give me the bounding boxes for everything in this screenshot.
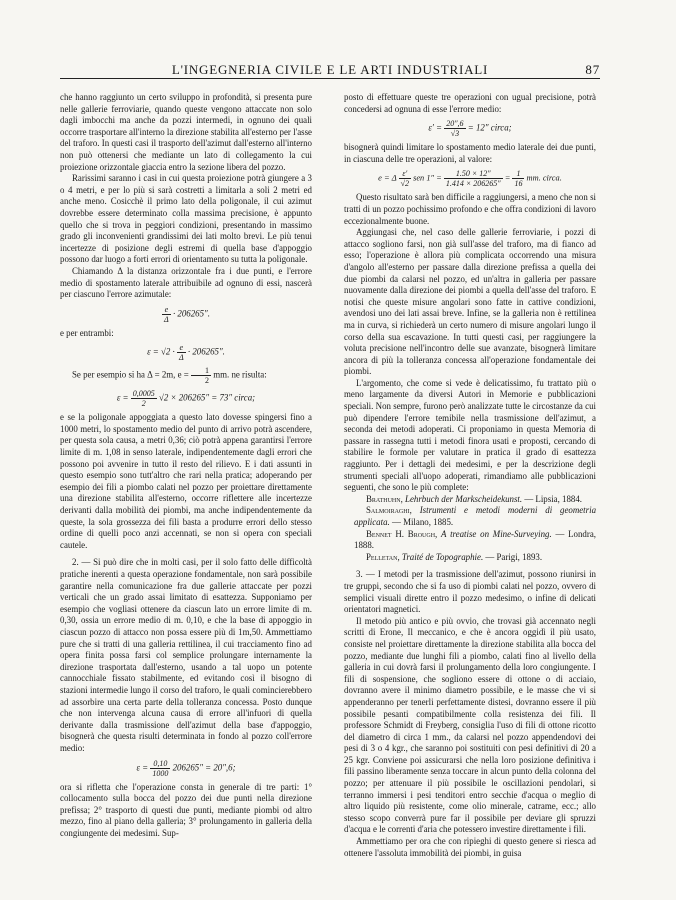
paragraph: e per entrambi:	[60, 327, 114, 338]
paragraph: Aggiungasi che, nel caso delle gallerie ferroviarie, i pozzi di attacco sogliono farsi, non già sull'asse del traforo, ma di fianco ad esso; l'operazione è allora più complicata occorrendo una misura d'angolo all'esterno per passare dalla direzione prefissa a quella dei due piombi da calarsi nel pozzo, ed un'altra in galleria per passare nuovamente dalla direzione dei piombi a quella dell'asse del traforo. E notisi che queste misure angolari sono fatte in cattive condizioni, avendosi uno dei lati assai breve. Infine, se la galleria non è rettilinea ma in curva, si richiederà un certo numero di misure angolari lungo il corso della sua escavazione. In tutti questi casi, per raggiungere la voluta precisione nell'incontro delle sue avanzate, bisognerà limitare ancora di più la tolleranza concessa all'operazione fondamentale dei piombi.	[344, 227, 596, 377]
bibliography-entry: Salmoiraghi, Istrumenti e metodi moderni di geometria applicata. — Milano, 1885.	[354, 505, 596, 527]
paragraph: ora si rifletta che l'operazione consta in generale di tre parti: 1° collocamento sulla bocca del pozzo dei due punti nella direzione prefissa; 2° trasporto di questi due punti, mediante piombi od altro mezzo, fino al piano della galleria; 3° prolungamento in galleria della congiungente dei medesimi. Sup-	[60, 781, 312, 838]
formula-azimuth-error: $\frac{e}{\Delta}$ · 206265″.	[164, 304, 210, 324]
bibliography	[344, 494, 596, 564]
paragraph: Rarissimi saranno i casi in cui questa proiezione potrà giungere a 3 o 4 metri, e per lo più si sarà costretti a limitarla a soli 2 metri ed anche meno. Cosicchè il primo lato della poligonale, il cui azimut dovrebbe essere determinato colla massima precisione, è appunto quello che si trova in peggiori condizioni, presentando in massimo grado gli inconvenienti grandissimi dei lati molto brevi. Le più tenui incertezze di posizione degli estremi di quella base d'appoggio possono dar luogo a forti errori di orientamento su tutta la poligonale.	[60, 173, 312, 265]
fraction: $\frac{1.50 \times 12''}{1.414 \times 206265''}$	[445, 169, 501, 189]
bibliography-entry: Bennet H. Brough, A treatise on Mine-Surveying. — Londra, 1888.	[354, 528, 596, 551]
paragraph: bisognerà quindi limitare lo spostamento medio laterale dei due punti, in ciascuna delle tre operazioni, al valore:	[344, 142, 596, 164]
paragraph: Questo risultato sarà ben difficile a raggiungersi, a meno che non si tratti di un pozzo pochissimo profondo e che offra condizioni di lavoro eccezionalmente buone.	[344, 192, 596, 226]
formula-both-points: ε = √2 · $\frac{e}{\Delta}$ · 206265″.	[147, 343, 225, 363]
formula-lateral-shift: e = Δ $\frac{\varepsilon'}{√2}$ sen 1″ = $\frac{1.50 \times 12''}{1.414 \times 206265''}$ = $\frac{1}{16}$ mm. circa.	[378, 169, 562, 189]
page-number: 87	[585, 62, 600, 77]
paragraph: posto di effettuare queste tre operazioni con ugual precisione, potrà concedersi ad ognuna di esse l'errore medio:	[344, 92, 596, 114]
fraction: $\frac{\varepsilon'}{√2}$	[400, 169, 409, 189]
fraction: $\frac{e}{\Delta}$	[164, 304, 169, 324]
formula-medium-error: ε = $\frac{0,10}{1000}$ 206265″ = 20″,6;	[136, 758, 236, 778]
bibliography-entry: Pelletan, Traité de Topographie. — Parigi, 1893.	[366, 551, 543, 562]
fraction: $\frac{1}{16}$	[514, 169, 523, 189]
paragraph: Il metodo più antico e più ovvio, che trovasi già accennato negli scritti di Erone, Il meccanico, e che è ancora oggidì il più usato, consiste nel proiettare direttamente la direzione stabilita alla bocca del pozzo, mediante due lunghi fili a piombo, calati fino al livello della galleria in cui dovrà farsi il prolungamento della loro congiungente. I fili di sospensione, che sogliono essere di ottone o di acciaio, dovranno avere il minimo diametro possibile, e le masse che vi si appenderanno per tenerli perfettamente distesi, dovranno essere il più possibile pesanti compatibilmente colla resistenza dei fili. Il professore Schmidt di Freyberg, consiglia l'uso di fili di ottone ricotto del diametro di circa 1 mm., da calarsi nel pozzo appendendovi dei pesi di 3 o 4 kgr., che saranno poi sostituiti con pesi definitivi di 20 a 25 kgr. Conviene poi assicurarsi che nella loro posizione definitiva i fili passino liberamente senza toccare in alcun punto della colonna del pozzo; per attenuare il più possibile le oscillazioni pendolari, si terranno immersi i pesi tenditori entro secchie d'acqua o meglio di altro liquido più resistente, come olio minerale, catrame, ecc.; allo stesso scopo converrà pure far il possibile per deviare gli spruzzi d'acqua e le correnti d'aria che potessero investire direttamente i fili.	[344, 615, 596, 835]
journal-title: L'INGEGNERIA CIVILE E LE ARTI INDUSTRIALI	[171, 62, 489, 77]
right-column	[344, 92, 596, 892]
paragraph: che hanno raggiunto un certo sviluppo in profondità, si presenta pure nelle gallerie ferroviarie, quando queste vengono attaccate non solo dagli imbocchi ma anche da pozzi intermedi, in ognuno dei quali occorre trasportare all'interno la direzione stabilita all'esterno per l'asse del traforo. In questi casi il trasporto dell'azimut dall'esterno all'interno non può ottenersi che mediante un lato di collegamento la cui proiezione orizzontale giaccia entro la sezione libera del pozzo.	[60, 92, 312, 172]
fraction: $\frac{0,0005}{2}$	[132, 389, 155, 409]
formula-example: ε = $\frac{0,0005}{2}$ √2 × 206265″ = 73″ circa;	[116, 389, 256, 409]
formula-operation-error: ε′ = $\frac{20'',6}{√3}$ = 12″ circa;	[428, 119, 512, 139]
paragraph: Ammettiamo per ora che con ripieghi di questo genere si riesca ad ottenere l'assoluta immobilità dei piombi, in guisa	[344, 836, 596, 858]
fraction: $\frac{1}{2}$	[191, 366, 211, 385]
paragraph: Chiamando Δ la distanza orizzontale fra i due punti, e l'errore medio di spostamento laterale attribuibile ad ognuno di essi, nascerà per ciascuno l'errore azimutale:	[60, 265, 312, 300]
section-3-paragraph: 3. — I metodi per la trasmissione dell'azimut, possono riunirsi in tre gruppi, secondo che si fa uso di piombi calati nel pozzo, ovvero di semplici visuali dirette entro il pozzo medesimo, o infine di delicati orientatori magnetici.	[344, 569, 596, 615]
paragraph: e se la poligonale appoggiata a questo lato dovesse spingersi fino a 1000 metri, lo spostamento medio del punto di arrivo potrà ascendere, per questa sola causa, a metri 0,36; ciò potrà appena garantirsi l'errore limite di m. 1,08 in senso laterale, indipendentemente dagli errori che possono poi avvenire in tutto il resto del rilievo. E i dati assunti in questo esempio sono tutt'altro che rari nella pratica; adoperando per esempio dei fili a piombo calati nel pozzo per proiettare direttamente una direzione stabilita all'esterno, occorre riflettere alle incertezze derivanti dalla mobilità dei piombi, ma anche indipendentemente da queste, la sola grossezza dei fili basta a produrre errori dello stesso ordine di quelli poco anzi accennati, se non si opera con speciali cautele.	[60, 412, 312, 550]
page-header	[60, 62, 600, 79]
paragraph: L'argomento, che come si vede è delicatissimo, fu trattato più o meno largamente da diversi Autori in Memorie e pubblicazioni speciali. Non sempre, furono però analizzate tutte le circostanze da cui può dipendere l'errore temibile nella trasmissione dell'azimut, a seconda dei metodi adoperati. Ci proponiamo in questa Memoria di passare in rassegna tutti i metodi finora usati e proposti, cercando di stabilire le formole per valutare in pratica il grado di esattezza raggiunto. Per i dettagli dei medesimi, e per la descrizione degli strumenti speciali all'uopo adoperati, rimandiamo alle pubblicazioni seguenti, che sono le più complete:	[344, 377, 596, 493]
fraction: $\frac{0,10}{1000}$	[152, 758, 169, 778]
left-column	[60, 92, 312, 892]
fraction: $\frac{e}{\Delta}$	[178, 343, 184, 363]
fraction: $\frac{20'',6}{√3}$	[446, 119, 464, 139]
paragraph: Se per esempio si ha Δ = 2m, e = $\frac{1}{2}$ mm. ne risulta:	[72, 366, 267, 386]
bibliography-entry: Brathuhn, Lehrbuch der Markscheidekunst. — Lipsia, 1884.	[366, 493, 583, 504]
section-2-paragraph: 2. — Si può dire che in molti casi, per il solo fatto delle difficoltà pratiche inerenti a questa operazione fondamentale, non sarà possibile garantire nella comunicazione fra due gallerie attaccate per pozzi verticali che un grado assai limitato di esattezza. Supponiamo per esempio che vogliasi ottenere da ciascun lato un errore limite di m. 0,30, ossia un errore medio di m. 0,10, e che la base di appoggio in ciascun pozzo di attacco non possa essere più di 1m,50. Ammettiamo pure che si tratti di una galleria rettilinea, il cui tracciamento fino ad opera finita possa farsi col semplice prolungare internamente la direzione trasportata dall'esterno, usando a tal uopo un potente cannocchiale fissato stabilmente, ed evitando così il bisogno di stazioni intermedie lungo il corso del traforo, le quali comincierebbero ad assorbire una certa parte della tolleranza concessa. Posto dunque che non intervenga alcuna causa di errore all'infuori di quella derivante dalla trasmissione dell'azimut della base d'appoggio, bisognerà che questa risulti determinata in fondo al pozzo coll'errore medio:	[60, 557, 312, 753]
